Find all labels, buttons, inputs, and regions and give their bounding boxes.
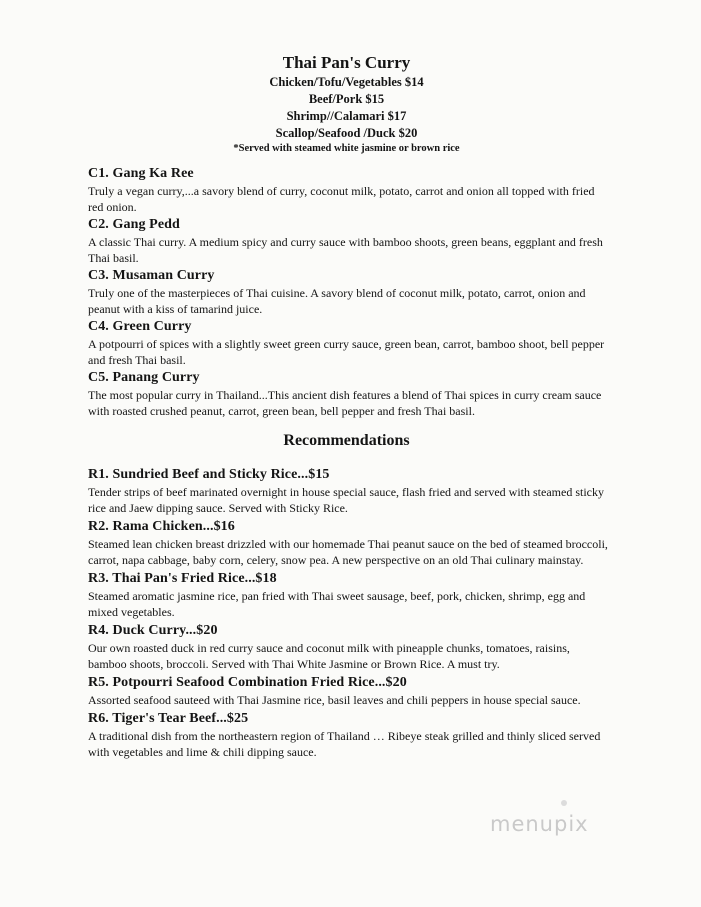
menu-item	[88, 674, 608, 708]
price-line: Chicken/Tofu/Vegetables $14	[269, 75, 424, 89]
item-name: R3. Thai Pan's Fried Rice...$18	[88, 571, 277, 586]
recommendations-heading: Recommendations	[283, 432, 410, 449]
item-description: Steamed aromatic jasmine rice, pan fried with Thai sweet sausage, beef, pork, chicken, shrimp, egg and mixed vegetables.	[88, 589, 586, 619]
item-description: The most popular curry in Thailand...This ancient dish features a blend of Thai spices in curry cream sauce with roasted crushed peanut, carrot, green bean, bell pepper and fresh Thai basil.	[88, 388, 602, 418]
price-line: Beef/Pork $15	[308, 92, 385, 106]
item-name: R1. Sundried Beef and Sticky Rice...$15	[88, 467, 330, 482]
item-name: R6. Tiger's Tear Beef...$25	[88, 711, 249, 726]
menu-item	[88, 622, 608, 672]
menu-title: Thai Pan's Curry	[282, 53, 411, 72]
item-name: C4. Green Curry	[88, 319, 192, 334]
item-description: A traditional dish from the northeastern region of Thailand … Ribeye steak grilled and thinly sliced served with vegetables and lime & chili dipping sauce.	[88, 729, 601, 759]
served-note: *Served with steamed white jasmine or brown rice	[233, 143, 460, 154]
item-name: R2. Rama Chicken...$16	[88, 519, 235, 534]
item-description: Truly one of the masterpieces of Thai cuisine. A savory blend of coconut milk, potato, carrot, onion and peanut with a kiss of tamarind juice.	[88, 286, 586, 316]
price-line: Shrimp//Calamari $17	[286, 109, 407, 123]
item-description: Truly a vegan curry,...a savory blend of curry, coconut milk, potato, carrot and onion all topped with fried red onion.	[88, 184, 595, 214]
item-name: C5. Panang Curry	[88, 370, 200, 385]
curry-list	[88, 165, 608, 420]
price-line: Scallop/Seafood /Duck $20	[275, 126, 418, 140]
item-description: A potpourri of spices with a slightly sweet green curry sauce, green bean, carrot, bamboo shoot, bell pepper and fresh Thai basil.	[88, 337, 605, 367]
menupix-watermark: menupix	[490, 812, 589, 836]
item-name: C3. Musaman Curry	[88, 268, 215, 283]
menu-header	[0, 52, 701, 156]
recommendations-list	[88, 466, 608, 762]
item-name: C1. Gang Ka Ree	[88, 166, 194, 181]
menu-item	[88, 570, 608, 620]
menu-item	[88, 216, 608, 266]
item-description: Tender strips of beef marinated overnight in house special sauce, flash fried and served with steamed sticky rice and Jaew dipping sauce. Served with Sticky Rice.	[88, 485, 604, 515]
menu-item	[88, 518, 608, 568]
item-name: R4. Duck Curry...$20	[88, 623, 218, 638]
menu-item	[88, 710, 608, 760]
item-description: Steamed lean chicken breast drizzled with our homemade Thai peanut sauce on the bed of steamed broccoli, carrot, napa cabbage, baby corn, celery, snow pea. A new perspective on an old Thai culinary mainstay.	[88, 537, 608, 567]
menu-item	[88, 466, 608, 516]
item-description: Our own roasted duck in red curry sauce and coconut milk with pineapple chunks, tomatoes, raisins, bamboo shoots, broccoli. Served with Thai White Jasmine or Brown Rice. A must try.	[88, 641, 570, 671]
item-name: C2. Gang Pedd	[88, 217, 180, 232]
menu-item	[88, 318, 608, 368]
watermark-dot	[561, 800, 567, 806]
menu-item	[88, 267, 608, 317]
menu-item	[88, 165, 608, 215]
item-name: R5. Potpourri Seafood Combination Fried Rice...$20	[88, 675, 407, 690]
item-description: Assorted seafood sauteed with Thai Jasmine rice, basil leaves and chili peppers in house special sauce.	[88, 693, 581, 707]
item-description: A classic Thai curry. A medium spicy and curry sauce with bamboo shoots, green beans, eggplant and fresh Thai basil.	[88, 235, 603, 265]
menu-item	[88, 369, 608, 419]
